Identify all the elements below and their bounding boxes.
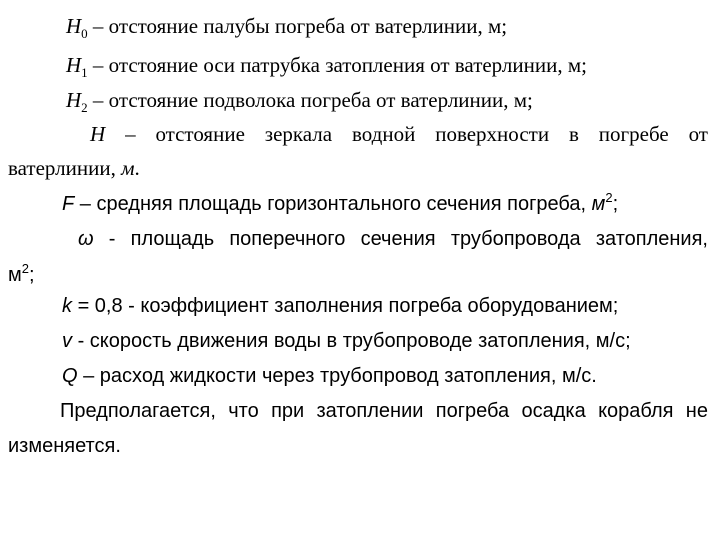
definition-h0: $H_0$ – отстояние палубы погреба от ватерлинии, м; (66, 14, 508, 41)
definition-omega-line1: ω - площадь поперечного сечения трубопровода затопления, (78, 228, 708, 250)
definition-q: Q – расход жидкости через трубопровод затопления, м/с. (62, 365, 597, 387)
definition-k: k = 0,8 - коэффициент заполнения погреба оборудованием; (62, 295, 619, 317)
definition-omega-line2: $м^2$; (8, 261, 35, 286)
definition-h-line1: H – отстояние зеркала водной поверхности в погребе от (90, 122, 708, 146)
definition-h-line2: ватерлинии, м. (8, 156, 140, 180)
conclusion-line1: Предполагается, что при затоплении погреба осадка корабля не (60, 400, 708, 422)
conclusion-line2: изменяется. (8, 435, 121, 457)
definition-v: v - скорость движения воды в трубопроводе затопления, м/с; (62, 330, 631, 352)
definition-h1: $H_1$ – отстояние оси патрубка затопления от ватерлинии, м; (66, 53, 587, 80)
definition-h2: $H_2$ – отстояние подволока погреба от ватерлинии, м; (66, 88, 533, 115)
definition-f: F – средняя площадь горизонтального сечения погреба, $м^2$; (62, 190, 619, 215)
